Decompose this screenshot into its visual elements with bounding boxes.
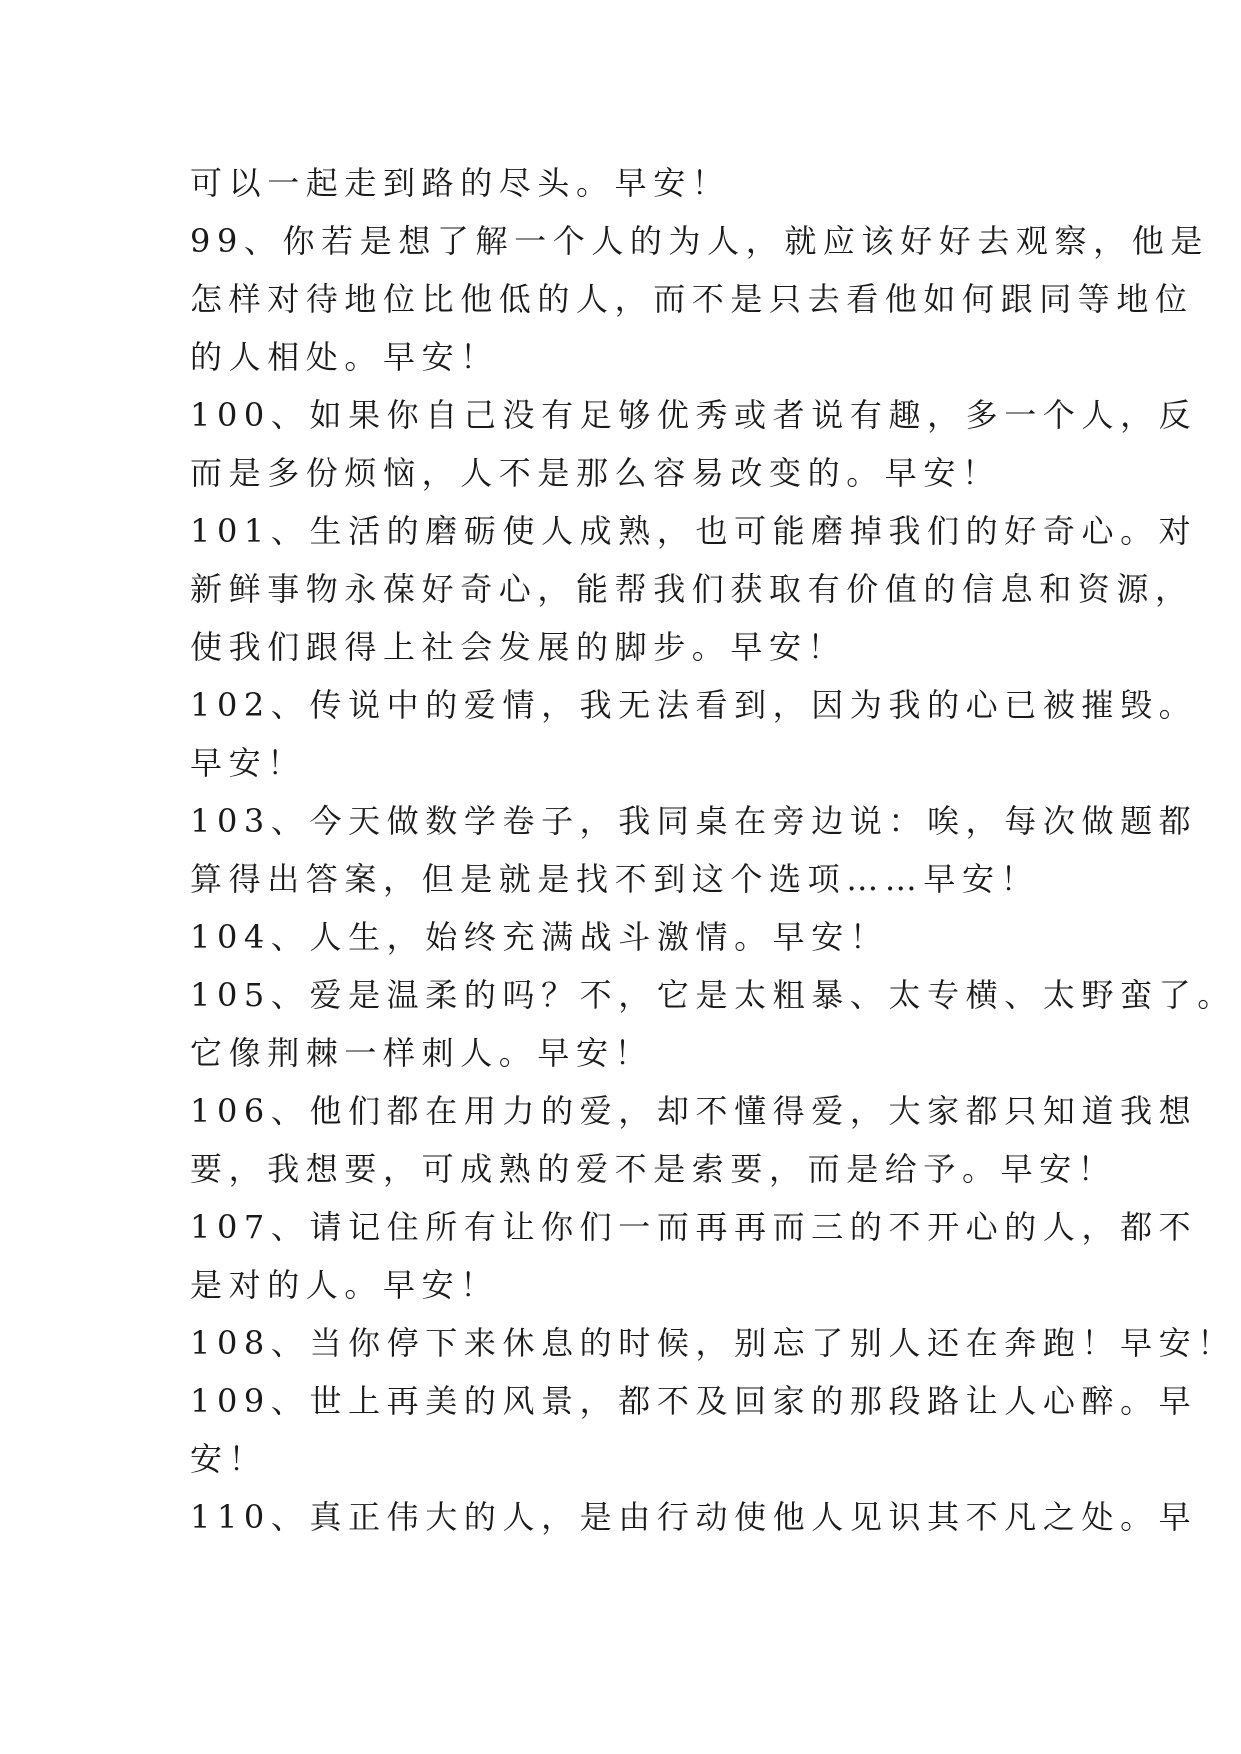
text-line: 102、传说中的爱情，我无法看到，因为我的心已被摧毁。 — [190, 686, 1198, 724]
text-line: 安！ — [190, 1440, 268, 1478]
text-line: 是对的人。早安！ — [190, 1266, 499, 1304]
text-line: 110、真正伟大的人，是由行动使他人见识其不凡之处。早 — [190, 1498, 1198, 1536]
text-line: 的人相处。早安！ — [190, 338, 499, 376]
text-line: 108、当你停下来休息的时候，别忘了别人还在奔跑！早安！ — [190, 1324, 1236, 1362]
text-line: 新鲜事物永葆好奇心，能帮我们获取有价值的信息和资源， — [190, 570, 1194, 608]
text-line: 100、如果你自己没有足够优秀或者说有趣，多一个人，反 — [190, 396, 1198, 434]
text-line: 它像荆棘一样刺人。早安！ — [190, 1034, 654, 1072]
text-line: 101、生活的磨砺使人成熟，也可能磨掉我们的好奇心。对 — [190, 512, 1198, 550]
text-line: 107、请记住所有让你们一而再再而三的不开心的人，都不 — [190, 1208, 1198, 1246]
text-line: 要，我想要，可成熟的爱不是索要，而是给予。早安！ — [190, 1150, 1117, 1188]
document-body — [190, 154, 1236, 1546]
text-line: 105、爱是温柔的吗？不，它是太粗暴、太专横、太野蛮了。 — [190, 976, 1236, 1014]
text-line: 可以一起走到路的尽头。早安！ — [190, 164, 731, 202]
text-line: 而是多份烦恼，人不是那么容易改变的。早安！ — [190, 454, 1001, 492]
text-line: 104、人生，始终充满战斗激情。早安！ — [190, 918, 889, 956]
text-line: 99、你若是想了解一个人的为人，就应该好好去观察，他是 — [190, 222, 1209, 260]
text-line: 算得出答案，但是就是找不到这个选项……早安！ — [190, 860, 1040, 898]
text-line: 106、他们都在用力的爱，却不懂得爱，大家都只知道我想 — [190, 1092, 1198, 1130]
text-line: 109、世上再美的风景，都不及回家的那段路让人心醉。早 — [190, 1382, 1198, 1420]
text-line: 使我们跟得上社会发展的脚步。早安！ — [190, 628, 847, 666]
text-line: 103、今天做数学卷子，我同桌在旁边说：唉，每次做题都 — [190, 802, 1198, 840]
text-line: 怎样对待地位比他低的人，而不是只去看他如何跟同等地位 — [190, 280, 1194, 318]
text-line: 早安！ — [190, 744, 306, 782]
